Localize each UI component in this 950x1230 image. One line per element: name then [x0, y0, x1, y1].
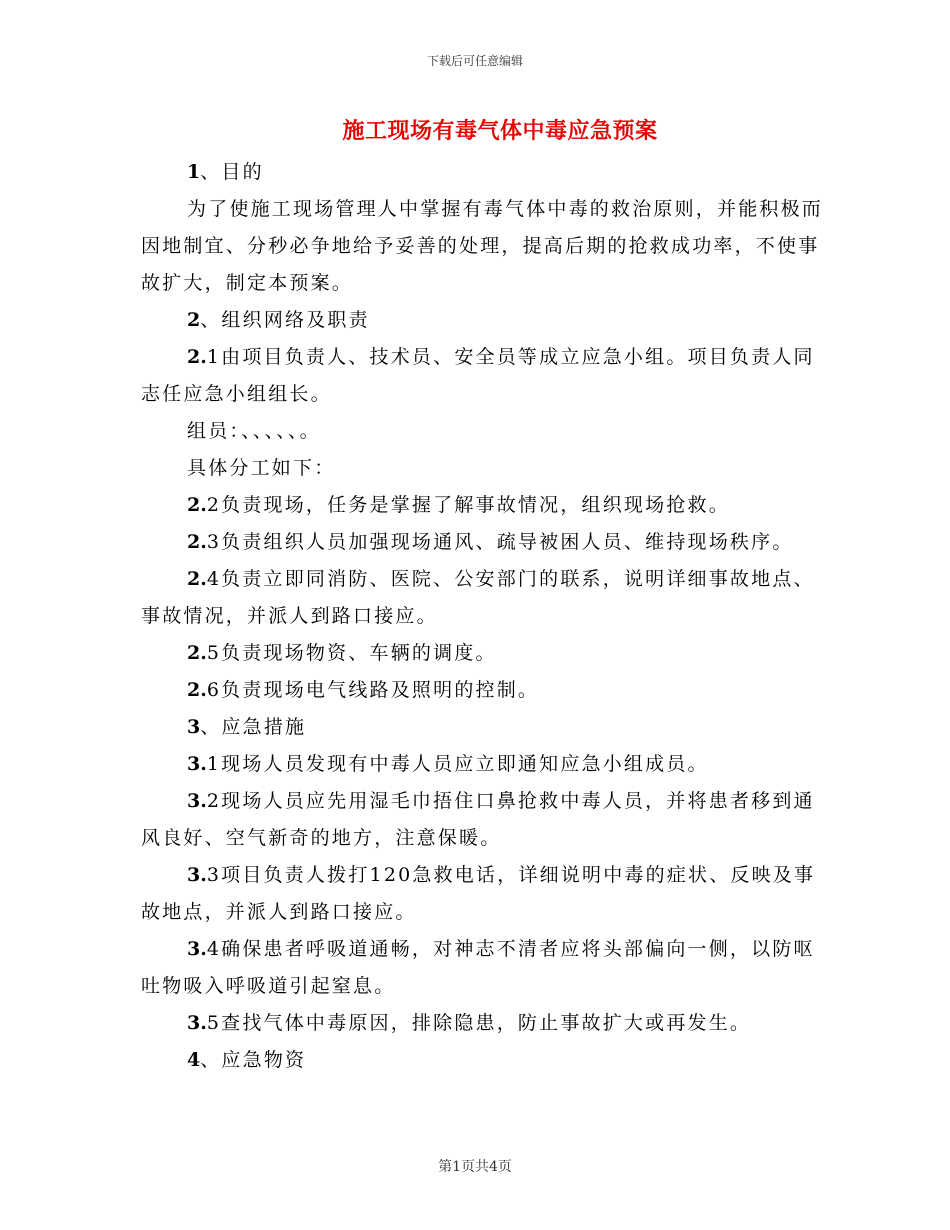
page-header: 下载后可任意编辑: [426, 54, 523, 68]
clause-number: 3.: [187, 1012, 207, 1034]
paragraph: [141, 635, 831, 672]
paragraph: [141, 191, 831, 302]
section-heading: [141, 154, 831, 191]
clause-number: 2.: [187, 531, 207, 553]
paragraph-text: 、目的: [200, 161, 264, 183]
section-heading: [141, 709, 831, 746]
clause-number: 2.: [187, 568, 207, 590]
clause-number: 2.: [187, 494, 207, 516]
paragraph-text: 6负责现场电气线路及照明的控制。: [206, 679, 540, 701]
clause-number: 3.: [187, 790, 207, 812]
paragraph: [141, 783, 831, 857]
paragraph: [141, 857, 831, 931]
document-body: [141, 154, 831, 1079]
paragraph: [141, 339, 831, 413]
paragraph-text: 5查找气体中毒原因，排除隐患，防止事故扩大或再发生。: [206, 1012, 752, 1034]
paragraph: [141, 561, 831, 635]
paragraph-text: 、应急措施: [200, 716, 307, 738]
paragraph-text: 1由项目负责人、技术员、安全员等成立应急小组。项目负责人同志任应急小组组长。: [141, 346, 815, 405]
section-heading: [141, 1042, 831, 1079]
clause-number: 2: [187, 309, 201, 331]
paragraph-text: 、应急物资: [200, 1049, 307, 1071]
paragraph-text: 2现场人员应先用湿毛巾捂住口鼻抢救中毒人员，并将患者移到通风良好、空气新奇的地方，注意保暖。: [141, 790, 815, 849]
paragraph: [141, 1005, 831, 1042]
page-title: 施工现场有毒气体中毒应急预案: [342, 118, 658, 144]
paragraph: [141, 524, 831, 561]
paragraph: [141, 450, 831, 487]
paragraph-text: 、组织网络及职责: [200, 309, 370, 331]
page-footer: 第1页共4页: [438, 1159, 512, 1175]
paragraph-text: 4负责立即同消防、医院、公安部门的联系，说明详细事故地点、事故情况，并派人到路口接应。: [141, 568, 815, 627]
paragraph: [141, 413, 831, 450]
clause-number: 2.: [187, 642, 207, 664]
clause-number: 3.: [187, 753, 207, 775]
paragraph: [141, 487, 831, 524]
paragraph-text: 为了使施工现场管理人中掌握有毒气体中毒的救治原则，并能积极而因地制宜、分秒必争地给予妥善的处理，提高后期的抢救成功率，不使事故扩大，制定本预案。: [141, 198, 824, 294]
paragraph-text: 3项目负责人拨打120急救电话，详细说明中毒的症状、反映及事故地点，并派人到路口接应。: [141, 864, 816, 923]
clause-number: 3: [187, 716, 201, 738]
paragraph-text: 具体分工如下：: [187, 457, 336, 479]
paragraph-text: 3负责组织人员加强现场通风、疏导被困人员、维持现场秩序。: [206, 531, 794, 553]
clause-number: 1: [187, 161, 201, 183]
paragraph-text: 1现场人员发现有中毒人员应立即通知应急小组成员。: [206, 753, 709, 775]
section-heading: [141, 302, 831, 339]
clause-number: 4: [187, 1049, 201, 1071]
paragraph: [141, 746, 831, 783]
paragraph-text: 4确保患者呼吸道通畅，对神志不清者应将头部偏向一侧，以防呕吐物吸入呼吸道引起窒息。: [141, 938, 815, 997]
clause-number: 3.: [187, 864, 207, 886]
paragraph: [141, 672, 831, 709]
paragraph-text: 组员：、、、、、。: [187, 420, 321, 442]
paragraph: [141, 931, 831, 1005]
clause-number: 2.: [187, 679, 207, 701]
paragraph-text: 2负责现场，任务是掌握了解事故情况，组织现场抢救。: [206, 494, 730, 516]
clause-number: 2.: [187, 346, 207, 368]
clause-number: 3.: [187, 938, 207, 960]
paragraph-text: 5负责现场物资、车辆的调度。: [206, 642, 497, 664]
